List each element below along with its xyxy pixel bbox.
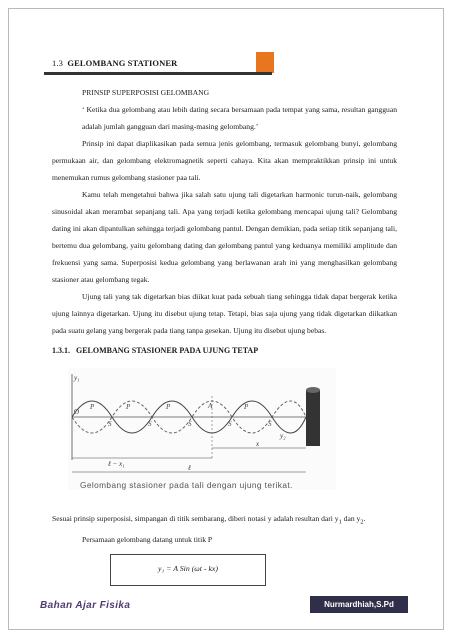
footer-author: Nurmardhiah,S.Pd bbox=[310, 596, 408, 613]
post-top bbox=[306, 387, 320, 393]
quote: ‘ Ketika dua gelombang atau lebih dating secara bersamaan pada tempat yang sama, resultan gangguan adalah jumlah gangguan dari masing-masing gelombang.’ bbox=[82, 105, 397, 131]
header-accent-block bbox=[256, 52, 274, 72]
body-text bbox=[52, 84, 397, 339]
label-y2: y₂ bbox=[280, 432, 286, 440]
label-x: x bbox=[256, 440, 260, 448]
label-a: A bbox=[208, 402, 213, 410]
p4-text-a: Sesuai prinsip superposisi, simpangan di titik sembarang, diberi notasi y adalah resultan dari y bbox=[52, 514, 339, 523]
subsection-title-text: GELOMBANG STASIONER PADA UJUNG TETAP bbox=[76, 346, 259, 355]
label-s-1: S bbox=[108, 420, 112, 428]
paragraph-3: Ujung tali yang tak digetarkan bias diikat kuat pada sebuah tiang sehingga tidak dapat bergerak ketika ujung lainnya digetarkan. Ujung itu disebut ujung tetap. Tetapi, bias saja ujung yang tidak digetarkan diikatkan pada suatu gelang yang bergerak pada tiang tanpa gesekan. Ujung itu disebut ujung bebas. bbox=[52, 292, 397, 335]
subsection-title bbox=[52, 346, 258, 355]
label-p-1: P bbox=[90, 403, 95, 411]
header-rule bbox=[44, 72, 272, 75]
subsection-number: 1.3.1. bbox=[52, 346, 70, 355]
label-s-4: S bbox=[228, 420, 232, 428]
label-s-2: S bbox=[148, 420, 152, 428]
label-origin: O bbox=[74, 408, 80, 416]
formula: y₁ = A Sin (ωt - kx) bbox=[158, 564, 218, 573]
label-s-3: S bbox=[188, 420, 192, 428]
section-title-text: GELOMBANG STATIONER bbox=[67, 58, 178, 68]
heading: PRINSIP SUPERPOSISI GELOMBANG bbox=[82, 88, 210, 97]
p4-sub-1: 1 bbox=[338, 518, 342, 526]
fixed-post bbox=[306, 390, 320, 446]
paragraph-5: Persamaan gelombang datang untuk titik P bbox=[82, 534, 213, 544]
label-y1: y₁ bbox=[74, 374, 80, 382]
paragraph-1: Prinsip ini dapat diaplikasikan pada semua jenis gelombang, termasuk gelombang bunyi, gelombang permukaan air, dan gelombang elektromagnetik seperti cahaya. Kita akan mempraktikkan prinsip ini untuk menemukan rumus gelombang stasioner paa tali. bbox=[52, 139, 397, 182]
section-title bbox=[52, 58, 177, 68]
paragraph-2: Kamu telah mengetahui bahwa jika salah satu ujung tali digetarkan harmonic turun-naik, gelombang sinusoidal akan merambat sepanjang tali. Apa yang terjadi ketika gelombang mencapai ujung tali? Gelombang dating ini akan dipantulkan sehingga terjadi gelombang pantul. Dengan demikian, pada setiap titik sepanjang tali, bertemu dua gelombang, yaitu gelombang dating dan gelombang pantul yang keduanya memiliki amplitude dan frekuensi yang sama. Superposisi kedua gelombang yang berlawanan arah ini yang menghasilkan gelombang stasioner atau gelombang tegak. bbox=[52, 190, 397, 284]
formula-box bbox=[110, 554, 266, 586]
section-number: 1.3 bbox=[52, 58, 63, 68]
footer-title: Bahan Ajar Fisika bbox=[40, 600, 131, 611]
label-s-5: S bbox=[268, 420, 272, 428]
label-l-minus-x: ℓ − x₁ bbox=[108, 460, 125, 468]
p4-sub-2: 2 bbox=[360, 518, 364, 526]
label-p-3: P bbox=[166, 403, 171, 411]
label-p-2: P bbox=[126, 403, 131, 411]
label-l: ℓ bbox=[188, 464, 191, 472]
p4-text-c: . bbox=[363, 514, 366, 523]
standing-wave-figure bbox=[68, 368, 336, 490]
figure-caption: Gelombang stasioner pada tali dengan ujung terikat. bbox=[80, 480, 293, 490]
p4-text-b: dan y bbox=[341, 514, 361, 523]
paragraph-4 bbox=[52, 510, 397, 531]
label-p-4: P bbox=[244, 403, 249, 411]
after-figure-text bbox=[52, 510, 397, 548]
